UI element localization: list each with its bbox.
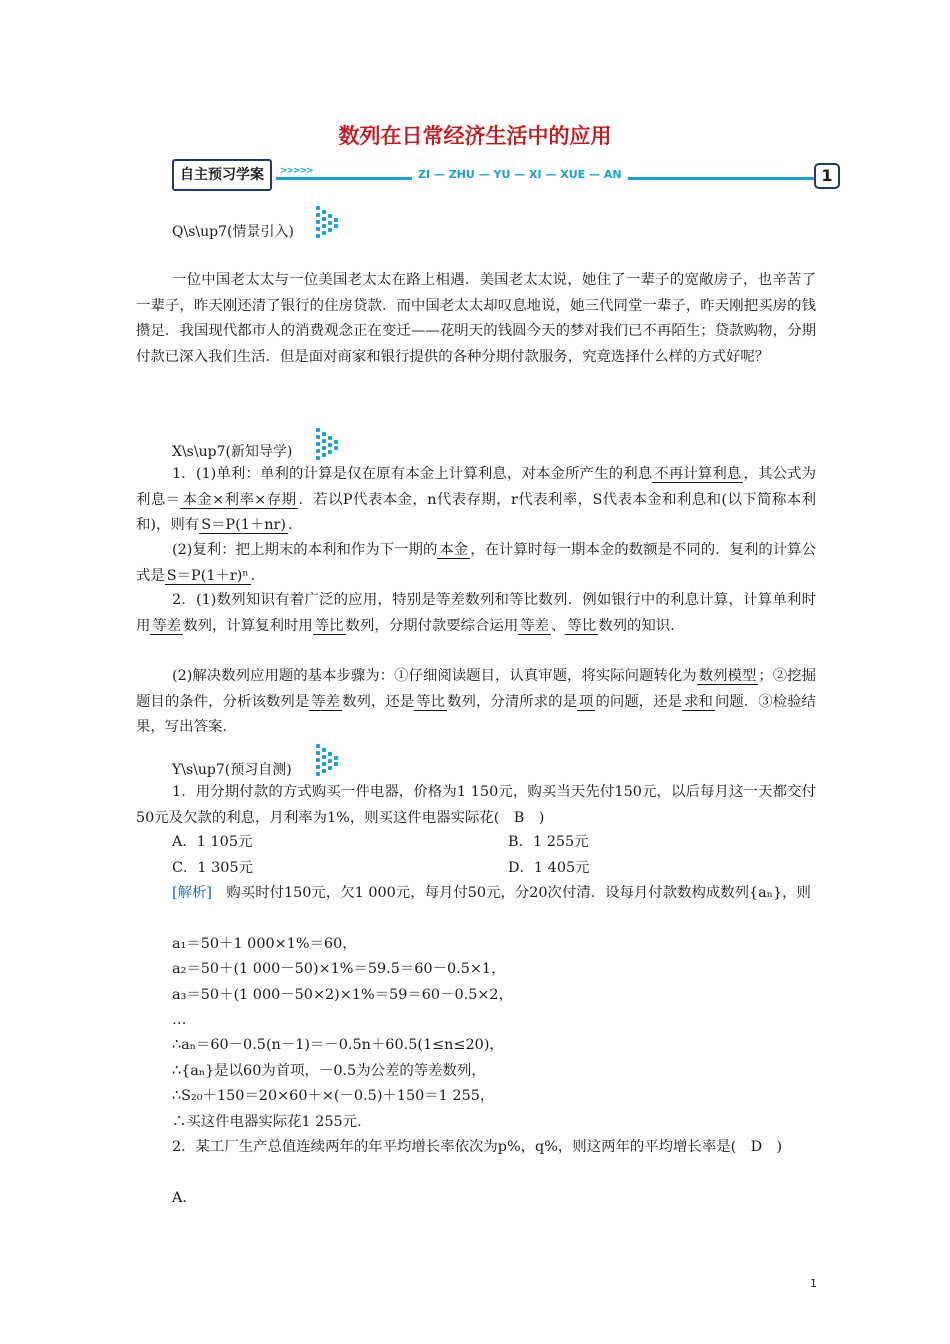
- question-2-stem: 2．某工厂生产总值连续两年的年平均增长率依次为p%，q%，则这两年的平均增长率是( D ): [172, 1139, 783, 1155]
- answer-blank: 等差: [152, 617, 182, 634]
- option-a: A．1 105元: [172, 834, 253, 850]
- solution-step: a₂＝50＋(1 000－50)×1%＝59.5＝60－0.5×1，: [172, 961, 506, 977]
- text: 、: [551, 617, 566, 634]
- option-b: B．1 255元: [508, 834, 589, 850]
- answer-blank: 数列模型: [698, 668, 757, 684]
- answer-blank: 项: [579, 693, 594, 710]
- knowledge-1-2: [136, 538, 816, 589]
- text: 2．(1)数列知识有着广泛的应用，特别是等差数列和等比数列．例如银行中的利息计算，计算单利时用: [136, 592, 816, 634]
- answer-blank: 本金: [439, 542, 469, 558]
- text: ．: [250, 567, 266, 584]
- solution-step: ∴{aₙ}是以60为首项，－0.5为公差的等差数列，: [172, 1063, 486, 1079]
- section-heading-intro: Q\s\up7(情景引入): [172, 224, 294, 240]
- text: (2)解决数列应用题的基本步骤为：①仔细阅读题目，认真审题，将实际问题转化为: [172, 668, 697, 684]
- answer-blank: 等比: [314, 617, 344, 634]
- text: ．若以P代表本金，n代表存期，r代表利率，S代表本金和利息和(以下简称本利和)，则有: [136, 491, 816, 533]
- text: 问题．③检验结果，写出答案．: [136, 693, 816, 735]
- answer-blank: 等比: [416, 693, 446, 710]
- solution-step: …: [172, 1012, 187, 1028]
- section-banner: [172, 157, 840, 193]
- analysis-tag: [解析]: [172, 885, 213, 901]
- solution-step: a₃＝50＋(1 000－50×2)×1%＝59＝60－0.5×2，: [172, 987, 513, 1003]
- answer-blank: 本金×利率×存期: [182, 491, 297, 508]
- triangle-arrow-icon: [316, 204, 338, 238]
- text: ，其公式为利息＝: [136, 466, 816, 508]
- banner-pinyin: ZI — ZHU — YU — XI — XUE — AN: [412, 168, 628, 181]
- answer-blank: S＝P(1＋nr): [201, 517, 287, 533]
- solution-step: ∴S₂₀＋150＝20×60＋×(－0.5)＋150＝1 255，: [172, 1088, 495, 1104]
- option-d: D．1 405元: [508, 860, 590, 876]
- answer-blank: 等比: [567, 617, 597, 634]
- text: ．: [288, 517, 303, 533]
- knowledge-2-2: [136, 664, 816, 741]
- knowledge-1-1: [136, 462, 816, 539]
- question-1-stem: 1．用分期付款的方式购买一件电器，价格为1 150元，购买当天先付150元，以后每月这一天都交付50元及欠款的利息，月利率为1%，则买这件电器实际花( B ): [136, 784, 816, 826]
- text: (2)复利：把上期末的本利和作为下一期的: [172, 542, 438, 558]
- solution-step: ∴aₙ＝60－0.5(n－1)＝－0.5n＋60.5(1≤n≤20)，: [172, 1037, 504, 1053]
- option-c: C．1 305元: [172, 860, 253, 876]
- solution-intro: [136, 881, 816, 907]
- answer-blank: 不再计算利息: [654, 466, 742, 482]
- text: ；②挖掘题目的条件，分析该数列是: [136, 668, 816, 710]
- intro-paragraph: 一位中国老太太与一位美国老太太在路上相遇．美国老太太说，她住了一辈子的宽敞房子，也辛苦了一辈子，昨天刚还清了银行的住房贷款．而中国老太太却叹息地说，她三代同堂一辈子，昨天刚把买房的钱攒足．我国现代都市人的消费观念正在变迁——花明天的钱圆今天的梦对我们已不再陌生；贷款购物，分期付款已深入我们生活．但是面对商家和银行提供的各种分期付款服务，究竟选择什么样的方式好呢？: [136, 272, 816, 365]
- text: 数列，分清所求的是: [447, 693, 578, 710]
- option-a: A．: [172, 1190, 197, 1206]
- text: 1．(1)单利：单利的计算是仅在原有本金上计算利息，对本金所产生的利息: [172, 466, 653, 482]
- triangle-arrow-icon: [316, 742, 338, 776]
- banner-number: 1: [814, 163, 840, 189]
- answer-blank: 等差: [520, 617, 550, 634]
- page-number: 1: [810, 1277, 817, 1290]
- text: 数列，计算复利时用: [183, 617, 313, 634]
- knowledge-2-1: [136, 588, 816, 639]
- solution-step: a₁＝50＋1 000×1%＝60，: [172, 936, 357, 952]
- text: 数列的知识．: [598, 617, 685, 634]
- section-heading-knowledge: X\s\up7(新知导学): [172, 444, 293, 460]
- text: 购买时付150元，欠1 000元，每月付50元，分20次付清．设每月付款数构成数列{aₙ}，则: [212, 885, 811, 901]
- text: ，在计算时每一期本金的数额是不同的．复利的计算公式是: [136, 542, 816, 584]
- text: 的问题，还是: [595, 693, 683, 710]
- triangle-arrow-icon: [316, 426, 338, 460]
- banner-arrows: >>>>>: [280, 166, 313, 176]
- answer-blank: S＝P(1＋r)ⁿ: [166, 567, 249, 584]
- section-heading-selftest: Y\s\up7(预习自测): [172, 762, 292, 778]
- banner-label: 自主预习学案: [172, 159, 272, 191]
- page-title: 数列在日常经济生活中的应用: [338, 124, 612, 148]
- text: 数列，还是: [342, 693, 415, 710]
- text: 数列，分期付款要综合运用: [345, 617, 519, 634]
- solution-step: ∴买这件电器实际花1 255元．: [172, 1114, 372, 1130]
- answer-blank: 等差: [311, 693, 341, 710]
- answer-blank: 求和: [684, 693, 713, 710]
